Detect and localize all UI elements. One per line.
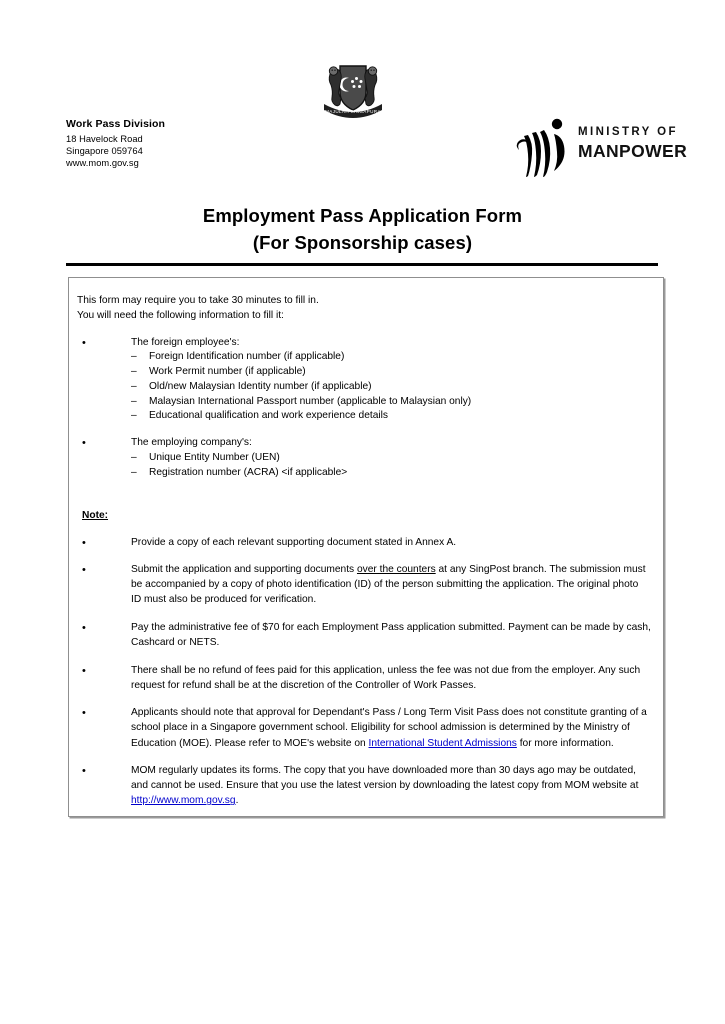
ministry-of-manpower-logo <box>516 117 688 179</box>
note-updates-text-a: MOM regularly updates its forms. The copy that you have downloaded more than 30 days ago may be outdated, and cannot be used. Ensure that you use the latest version by downloading the latest copy from MOM website at <box>131 765 639 792</box>
note-annex-text: Provide a copy of each relevant supporting document stated in Annex A. <box>131 536 457 548</box>
list-item <box>77 620 651 650</box>
bullet-icon: • <box>82 564 86 577</box>
requirement-item: Foreign Identification number (if applicable) <box>149 351 345 363</box>
requirement-sublist <box>131 350 651 424</box>
dash-icon: – <box>131 466 137 478</box>
intro-line-2: You will need the following information to fill it: <box>77 309 284 321</box>
page-title <box>0 203 725 257</box>
list-item <box>77 336 651 425</box>
requirements-list-company <box>77 436 651 480</box>
over-the-counters-emphasis: over the counters <box>356 564 436 576</box>
bullet-icon: • <box>82 536 86 549</box>
requirement-item: Unique Entity Number (UEN) <box>149 452 280 464</box>
svg-text:MAJULAH SINGAPURA: MAJULAH SINGAPURA <box>325 109 381 115</box>
division-address-block <box>66 118 165 170</box>
document-header <box>0 0 725 195</box>
list-item <box>77 436 651 480</box>
list-item <box>131 395 651 410</box>
requirement-item: Work Permit number (if applicable) <box>149 366 306 378</box>
mom-website-link[interactable]: http://www.mom.gov.sg <box>131 795 236 807</box>
list-item <box>131 466 651 481</box>
dash-icon: – <box>131 452 137 464</box>
requirement-sublist <box>131 451 651 481</box>
spacer <box>77 324 651 336</box>
address-line-2: Singapore 059764 <box>66 146 143 157</box>
list-item <box>131 350 651 365</box>
header-website: www.mom.gov.sg <box>66 158 139 169</box>
international-student-admissions-link[interactable]: International Student Admissions <box>368 737 517 749</box>
requirement-item: Old/new Malaysian Identity number (if applicable) <box>149 380 372 392</box>
list-item <box>131 451 651 466</box>
bullet-icon: • <box>82 336 86 349</box>
note-dependant-text-b: for more information. <box>516 737 614 749</box>
list-item <box>77 763 651 808</box>
list-item <box>131 380 651 395</box>
dash-icon: – <box>131 351 137 363</box>
manpower-text: MANPOWER <box>578 140 688 161</box>
note-updates-text-b: . <box>235 795 239 807</box>
spacer <box>77 424 651 436</box>
list-item <box>77 705 651 750</box>
ministry-wordmark <box>578 127 687 161</box>
requirements-list-employee <box>77 336 651 425</box>
ministry-of-text: MINISTRY OF <box>578 126 678 138</box>
note-refund-text: There shall be no refund of fees paid for this application, unless the fee was not due from the employer. Any such request for refund shall be at the discretion of the Controller of Work Passes. <box>131 664 641 691</box>
bullet-icon: • <box>82 664 86 677</box>
list-item <box>77 562 651 607</box>
note-fee-text: Pay the administrative fee of $70 for each Employment Pass application submitted. Payment can be made by cash, Cashcard or NETS. <box>131 621 651 649</box>
title-divider <box>66 263 658 266</box>
dash-icon: – <box>131 395 137 407</box>
page-title-line-1: Employment Pass Application Form <box>202 205 523 226</box>
requirement-heading: The employing company's: <box>131 437 252 449</box>
requirement-heading: The foreign employee's: <box>131 336 240 348</box>
intro-paragraph <box>77 294 651 324</box>
list-item <box>77 535 651 550</box>
dash-icon: – <box>131 380 137 392</box>
requirement-item: Educational qualification and work experience details <box>149 410 388 422</box>
notes-list <box>77 535 651 809</box>
list-item <box>131 365 651 380</box>
list-item <box>77 663 651 693</box>
intro-line-1: This form may require you to take 30 minutes to fill in. <box>77 295 319 306</box>
bullet-icon: • <box>82 437 86 450</box>
requirement-item: Malaysian International Passport number (applicable to Malaysian only) <box>149 395 472 407</box>
bullet-icon: • <box>82 765 86 778</box>
information-box <box>68 277 664 817</box>
page-title-line-2: (For Sponsorship cases) <box>252 231 473 253</box>
bullet-icon: • <box>82 707 86 720</box>
dash-icon: – <box>131 366 137 378</box>
spacer <box>77 481 651 505</box>
address-line-1: 18 Havelock Road <box>66 133 143 144</box>
requirement-item: Registration number (ACRA) <if applicable> <box>149 466 348 478</box>
bullet-icon: • <box>82 621 86 634</box>
dash-icon: – <box>131 410 137 422</box>
note-submit-text-b: at any SingPost branch. The submission must be accompanied by a copy of photo identification (ID) of the person submitting the application. The original photo ID must also be produced for verification. <box>131 564 646 606</box>
list-item <box>131 409 651 424</box>
manpower-figure-icon <box>516 117 572 177</box>
note-heading: Note: <box>82 509 109 521</box>
note-dependant-text-a: Applicants should note that approval for Dependant's Pass / Long Term Visit Pass does not constitute granting of a school place in a Singapore government school. Eligibility for school admission is determined by the Ministry of Education (MOE). Please refer to MOE's website on <box>131 707 647 749</box>
division-name: Work Pass Division <box>66 118 166 130</box>
note-submit-text-a: Submit the application and supporting documents <box>131 564 357 576</box>
singapore-state-crest-icon <box>318 58 388 120</box>
